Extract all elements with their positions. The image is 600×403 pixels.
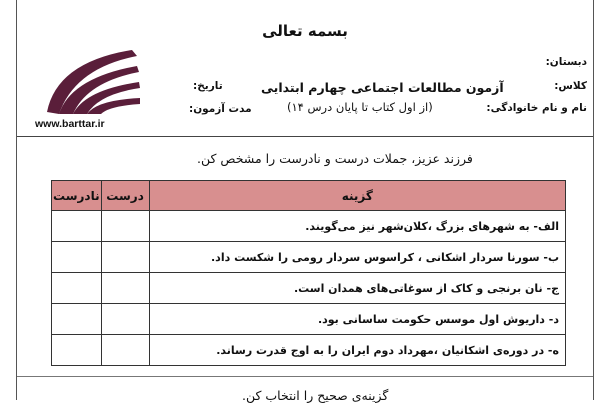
true-answer-cell[interactable] (101, 335, 149, 366)
duration-label: مدت آزمون: (189, 103, 252, 115)
false-answer-cell[interactable] (52, 335, 102, 366)
true-answer-cell[interactable] (101, 211, 149, 242)
false-column-header: نادرست (52, 181, 102, 211)
student-name-label: نام و نام خانوادگی: (486, 102, 587, 114)
table-row (52, 242, 566, 273)
statement-cell: الف- به شهرهای بزرگ ،کلان‌شهر نیز می‌گویند. (149, 211, 565, 242)
table-row (52, 273, 566, 304)
class-label: کلاس: (554, 80, 587, 92)
true-answer-cell[interactable] (101, 242, 149, 273)
school-label: دبستان: (545, 56, 587, 68)
section2-instruction: گزینه‌ی صحیح را انتخاب کن. (242, 388, 389, 403)
table-header-row (52, 181, 566, 211)
true-answer-cell[interactable] (101, 304, 149, 335)
true-answer-cell[interactable] (101, 273, 149, 304)
exam-subtitle: (از اول کتاب تا پایان درس ۱۴) (287, 100, 433, 114)
statement-cell: ج- نان برنجی و کاک از سوغاتی‌های همدان است. (149, 273, 565, 304)
false-answer-cell[interactable] (52, 211, 102, 242)
table-row (52, 211, 566, 242)
false-answer-cell[interactable] (52, 273, 102, 304)
statement-column-header: گزینه (149, 181, 565, 211)
statement-cell: ب- سورنا سردار اشکانی ، کراسوس سردار رومی را شکست داد. (149, 242, 565, 273)
statement-cell: د- داریوش اول موسس حکومت ساسانی بود. (149, 304, 565, 335)
date-label: تاریخ: (193, 80, 223, 92)
section-divider (17, 376, 593, 377)
exam-sheet (16, 0, 594, 403)
website-link[interactable]: www.barttar.ir (35, 118, 105, 130)
header-divider (17, 136, 593, 137)
table-row (52, 335, 566, 366)
true-column-header: درست (101, 181, 149, 211)
exam-title: آزمون مطالعات اجتماعی چهارم ابتدایی (261, 80, 504, 95)
statement-cell: ه- در دوره‌ی اشکانیان ،مهرداد دوم ایران را به اوج قدرت رساند. (149, 335, 565, 366)
false-answer-cell[interactable] (52, 242, 102, 273)
false-answer-cell[interactable] (52, 304, 102, 335)
section1-instruction: فرزند عزیز، جملات درست و نادرست را مشخص کن. (197, 151, 473, 166)
barttar-logo (37, 42, 142, 122)
bismillah-heading: بسمه تعالی (262, 22, 348, 40)
true-false-table (51, 180, 566, 366)
table-row (52, 304, 566, 335)
logo-swoosh-icon (37, 42, 142, 122)
